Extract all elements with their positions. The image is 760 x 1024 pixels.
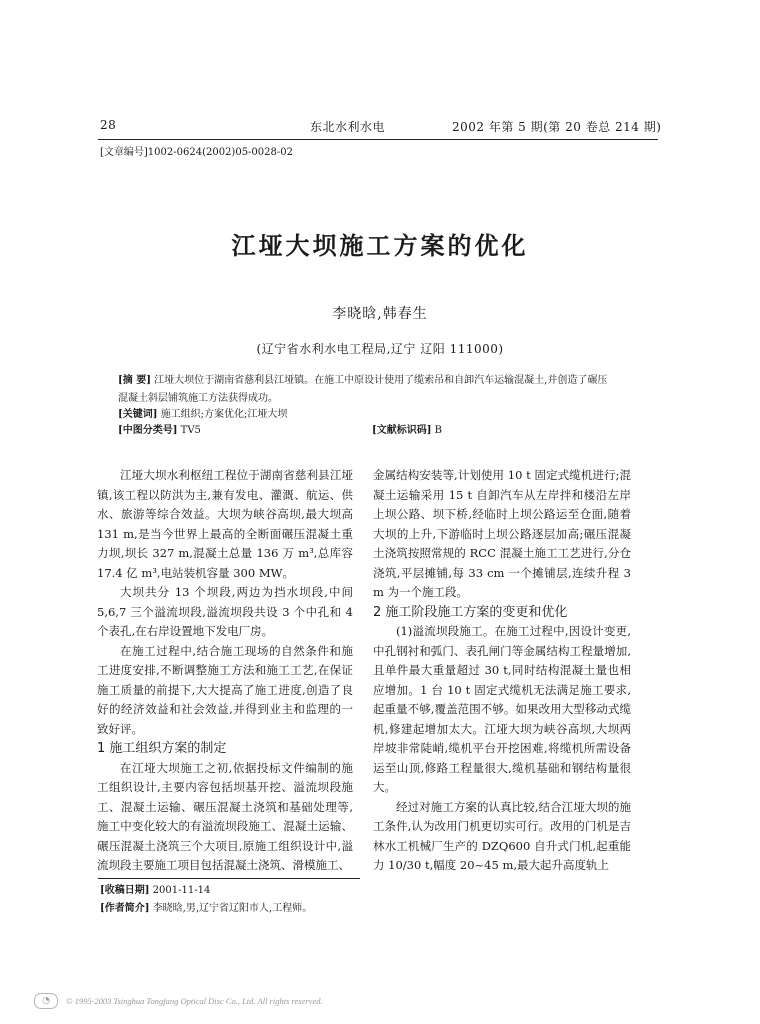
paragraph: 金属结构安装等,计划使用 10 t 固定式缆机进行;混凝土运输采用 15 t 自卸汽车从左岸拌和楼沿左岸上坝公路、坝下桥,经临时上坝公路运至仓面,随着大坝的上升,下游临时上坝公路逐层加高;碾压混凝土浇筑按照常规的 RCC 混凝土施工工艺进行,分仓浇筑,平层摊铺,每 33 cm 一个摊铺层,连续升程 3 m 为一个施工段。 [373, 468, 631, 599]
doc-code-value: B [434, 425, 443, 436]
paragraph: 经过对施工方案的认真比较,结合江垭大坝的施工条件,认为改用门机更切实可行。改用的门机是吉林水工机械厂生产的 DZQ600 自升式门机,起重能力 10/30 t,幅度 20~45 m,最大起升高度轨上 [373, 799, 631, 872]
publisher-logo-icon: ◔ [34, 993, 58, 1009]
author-bio-label: [作者简介] [100, 903, 150, 914]
section-heading-2: 2 施工阶段施工方案的变更和优化 [373, 604, 568, 620]
abstract [118, 372, 608, 408]
author-bio-value: 李晓晗,男,辽宁省辽阳市人,工程师。 [152, 903, 313, 914]
document-code [372, 422, 442, 440]
section-heading-1: 1 施工组织方案的制定 [97, 741, 227, 756]
authors: 李晓晗,韩春生 [332, 306, 428, 322]
paragraph: 大坝共分 13 个坝段,两边为挡水坝段,中间 5,6,7 三个溢流坝段,溢流坝段共设 3 个中孔和 4 个表孔,在右岸设置地下发电厂房。 [97, 585, 353, 638]
received-label: [收稿日期] [100, 885, 150, 896]
abstract-label: [摘 要] [118, 375, 151, 386]
paragraph: 江垭大坝水利枢纽工程位于湖南省慈利县江垭镇,该工程以防洪为主,兼有发电、灌溉、航运、供水、旅游等综合效益。大坝为峡谷高坝,最大坝高 131 m,是当今世界上最高的全断面碾压混凝土重力坝,坝长 327 m,混凝土总量 136 万 m³,总库容 17.4 亿 m³,电站装机容量 300 MW。 [97, 468, 353, 580]
journal-name: 东北水利水电 [310, 120, 386, 134]
article-title: 江垭大坝施工方案的优化 [231, 232, 529, 260]
keywords-label: [关键词] [118, 409, 158, 420]
received-date [100, 882, 210, 899]
right-column [373, 466, 631, 876]
keywords-text: 施工组织;方案优化;江垭大坝 [160, 409, 288, 420]
received-value: 2001-11-14 [152, 885, 211, 896]
abstract-text: 江垭大坝位于湖南省慈利县江垭镇。在施工中原设计使用了缆索吊和自卸汽车运输混凝土,并创造了碾压混凝土斜层铺筑施工方法获得成功。 [118, 375, 608, 404]
article-number: [文章编号]1002-0624(2002)05-0028-02 [100, 147, 293, 158]
doc-code-label: [文献标识码] [372, 425, 432, 436]
clc-label: [中图分类号] [118, 425, 178, 436]
copyright-notice: © 1995-2003 Tsinghua Tongfang Optical Disc Co., Ltd. All rights reserved. [66, 996, 323, 1006]
paragraph: (1)溢流坝段施工。在施工过程中,因设计变更,中孔钢衬和弧门、表孔闸门等金属结构工程量增加,且单件最大重量超过 30 t,同时结构混凝土量也相应增加。1 台 10 t 固定式缆机无法满足施工要求,起重量不够,覆盖范围不够。如果改用大型移动式缆机,修建起增加太大。江垭大坝为峡谷高坝,大坝两岸坡非常陡峭,缆机平台开挖困难,将缆机所需设备运至山顶,修路工程量很大,缆机基础和钢结构量很大。 [373, 624, 631, 794]
clc-value: TV5 [180, 425, 201, 436]
clc-number [118, 422, 201, 440]
issue-info: 2002 年第 5 期(第 20 卷总 214 期) [452, 120, 662, 134]
header-rule [98, 139, 658, 140]
page-number: 28 [100, 118, 117, 132]
paragraph: 在江垭大坝施工之初,依据投标文件编制的施工组织设计,主要内容包括坝基开挖、溢流坝段施工、混凝土运输、碾压混凝土浇筑和基础处理等,施工中变化较大的有溢流坝段施工、混凝土运输、碾压混凝土浇筑三个大项目,原施工组织设计中,溢流坝段主要施工项目包括混凝土浇筑、滑模施工、 [97, 760, 353, 872]
footnote-rule [98, 878, 360, 879]
left-column [97, 466, 353, 876]
affiliation: (辽宁省水利水电工程局,辽宁 辽阳 111000) [256, 342, 504, 356]
paragraph: 在施工过程中,结合施工现场的自然条件和施工进度安排,不断调整施工方法和施工工艺,在保证施工质量的前提下,大大提高了施工进度,创造了良好的经济效益和社会效益,并得到业主和监理的一致好评。 [97, 643, 353, 736]
author-bio [100, 900, 312, 917]
